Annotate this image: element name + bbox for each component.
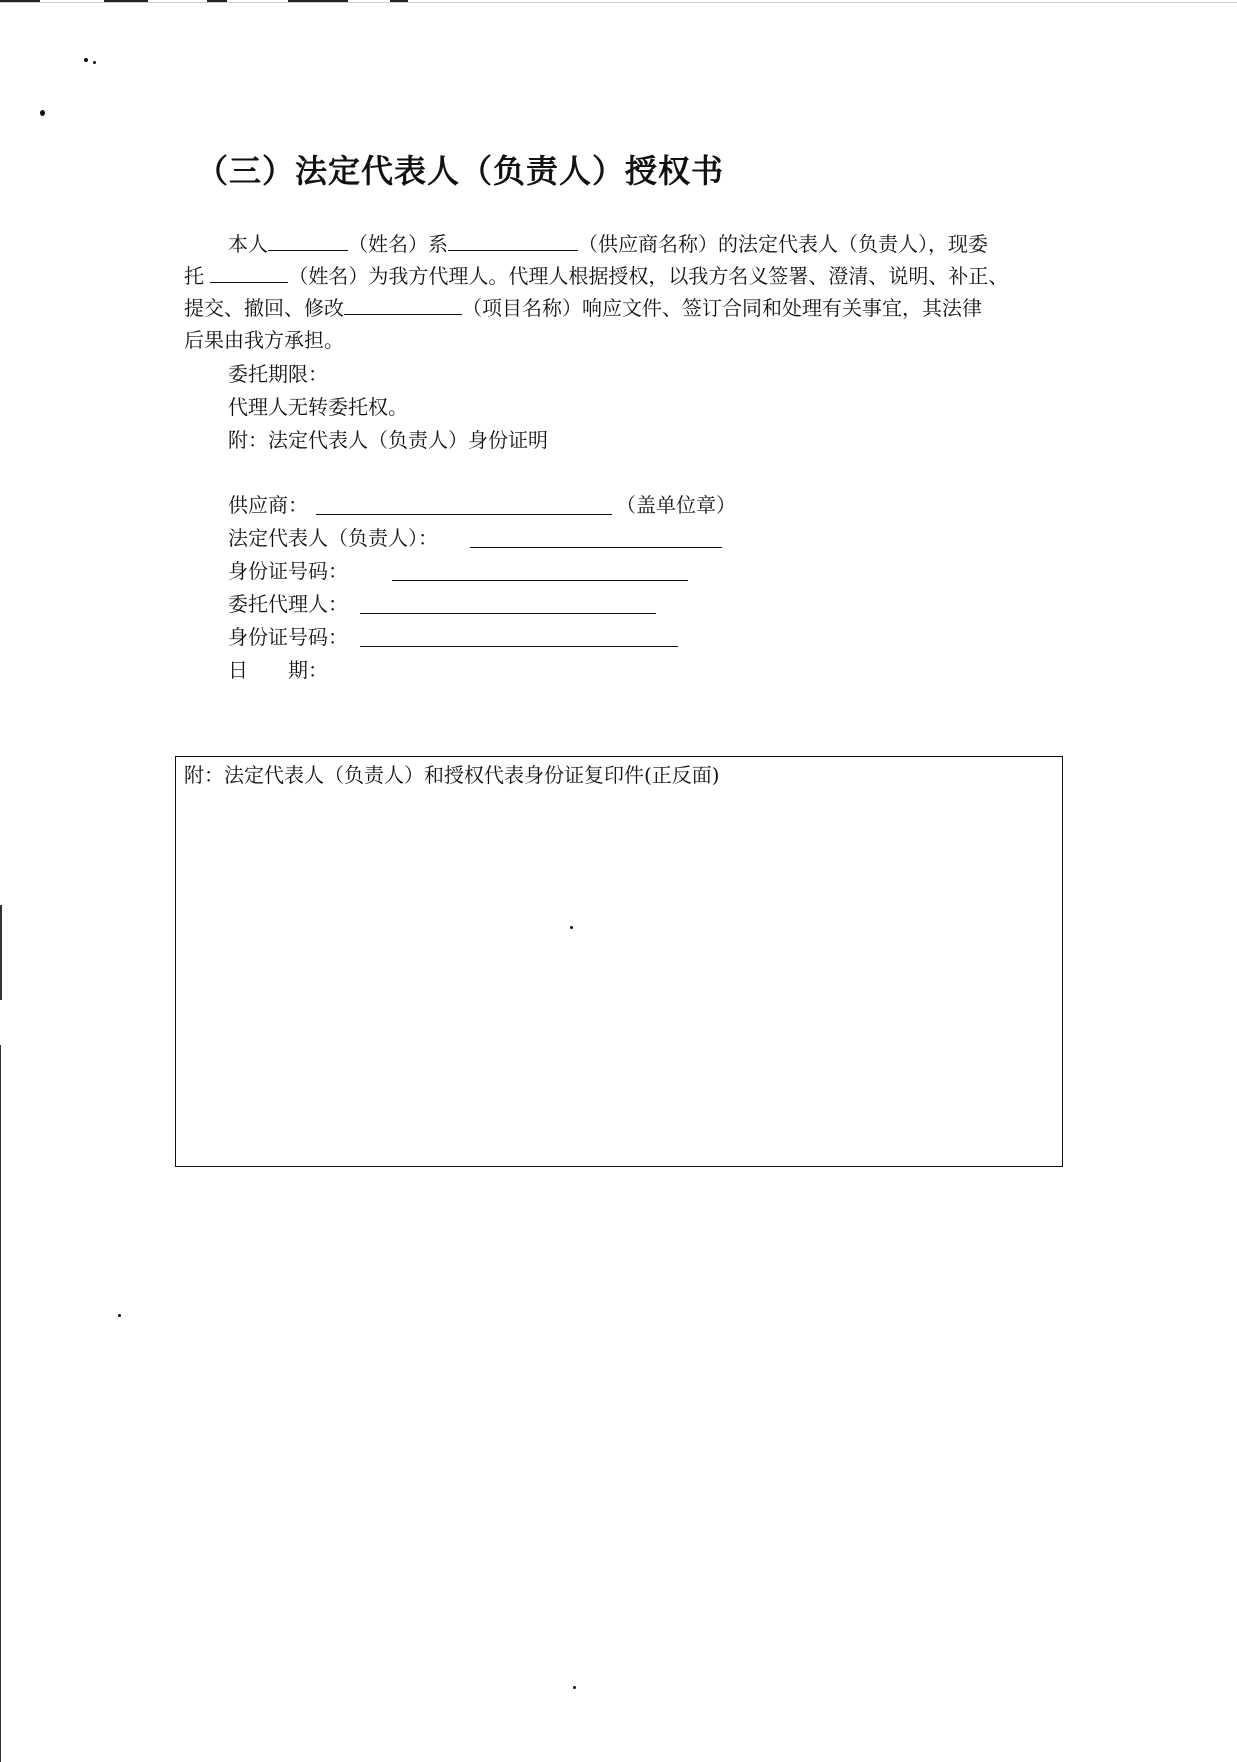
body-line-1 xyxy=(228,228,988,260)
body-text: （供应商名称）的法定代表人（负责人），现委 xyxy=(578,232,988,256)
date-label: 日 期： xyxy=(228,658,328,682)
no-subdelegation-text: 代理人无转委托权。 xyxy=(228,395,408,419)
scan-edge-mark xyxy=(0,1045,1,1762)
body-text: 本人 xyxy=(228,232,268,256)
body-line-2 xyxy=(184,260,1008,292)
supplier-signature-line[interactable] xyxy=(316,514,612,515)
body-line-3 xyxy=(184,292,982,324)
term-label: 委托期限： xyxy=(228,362,328,386)
scan-edge-mark xyxy=(0,905,2,1000)
project-name-blank[interactable] xyxy=(344,292,462,315)
body-text: （姓名）系 xyxy=(348,232,448,256)
body-line-4: 后果由我方承担。 xyxy=(184,328,344,352)
seal-label: （盖单位章） xyxy=(616,493,736,517)
legal-rep-id-line[interactable] xyxy=(392,580,688,581)
scan-mark xyxy=(288,0,348,2)
attachment-note: 附：法定代表人（负责人）身份证明 xyxy=(228,428,548,452)
agent-name-blank[interactable] xyxy=(210,260,288,283)
legal-rep-label: 法定代表人（负责人）： xyxy=(228,526,438,550)
scan-speck xyxy=(118,1314,121,1317)
body-text: （项目名称）响应文件、签订合同和处理有关事宜，其法律 xyxy=(462,296,982,320)
body-text: （姓名）为我方代理人。代理人根据授权，以我方名义签署、澄清、说明、补正、 xyxy=(288,264,1009,288)
body-text: 托 xyxy=(184,264,204,288)
id-number-label: 身份证号码： xyxy=(228,625,348,649)
agent-signature-line[interactable] xyxy=(360,613,656,614)
body-text: 提交、撤回、修改 xyxy=(184,296,344,320)
scan-mark xyxy=(390,0,408,2)
legal-rep-signature-line[interactable] xyxy=(470,547,722,548)
scan-speck xyxy=(573,1686,576,1689)
scan-speck xyxy=(93,61,96,64)
scan-speck xyxy=(40,110,45,116)
id-copy-attachment-box xyxy=(175,756,1063,1167)
scan-mark xyxy=(0,0,40,2)
scan-mark xyxy=(104,0,148,2)
supplier-label: 供应商： xyxy=(228,493,308,517)
scan-mark xyxy=(207,0,227,2)
id-number-label: 身份证号码： xyxy=(228,559,348,583)
page-title: （三）法定代表人（负责人）授权书 xyxy=(196,152,725,190)
attachment-box-caption: 附：法定代表人（负责人）和授权代表身份证复印件(正反面) xyxy=(184,763,720,787)
scan-speck xyxy=(84,58,88,62)
name-blank[interactable] xyxy=(268,228,348,251)
agent-id-line[interactable] xyxy=(360,646,678,647)
scan-edge-line xyxy=(0,2,1237,3)
supplier-name-blank[interactable] xyxy=(448,228,578,251)
agent-label: 委托代理人： xyxy=(228,592,348,616)
